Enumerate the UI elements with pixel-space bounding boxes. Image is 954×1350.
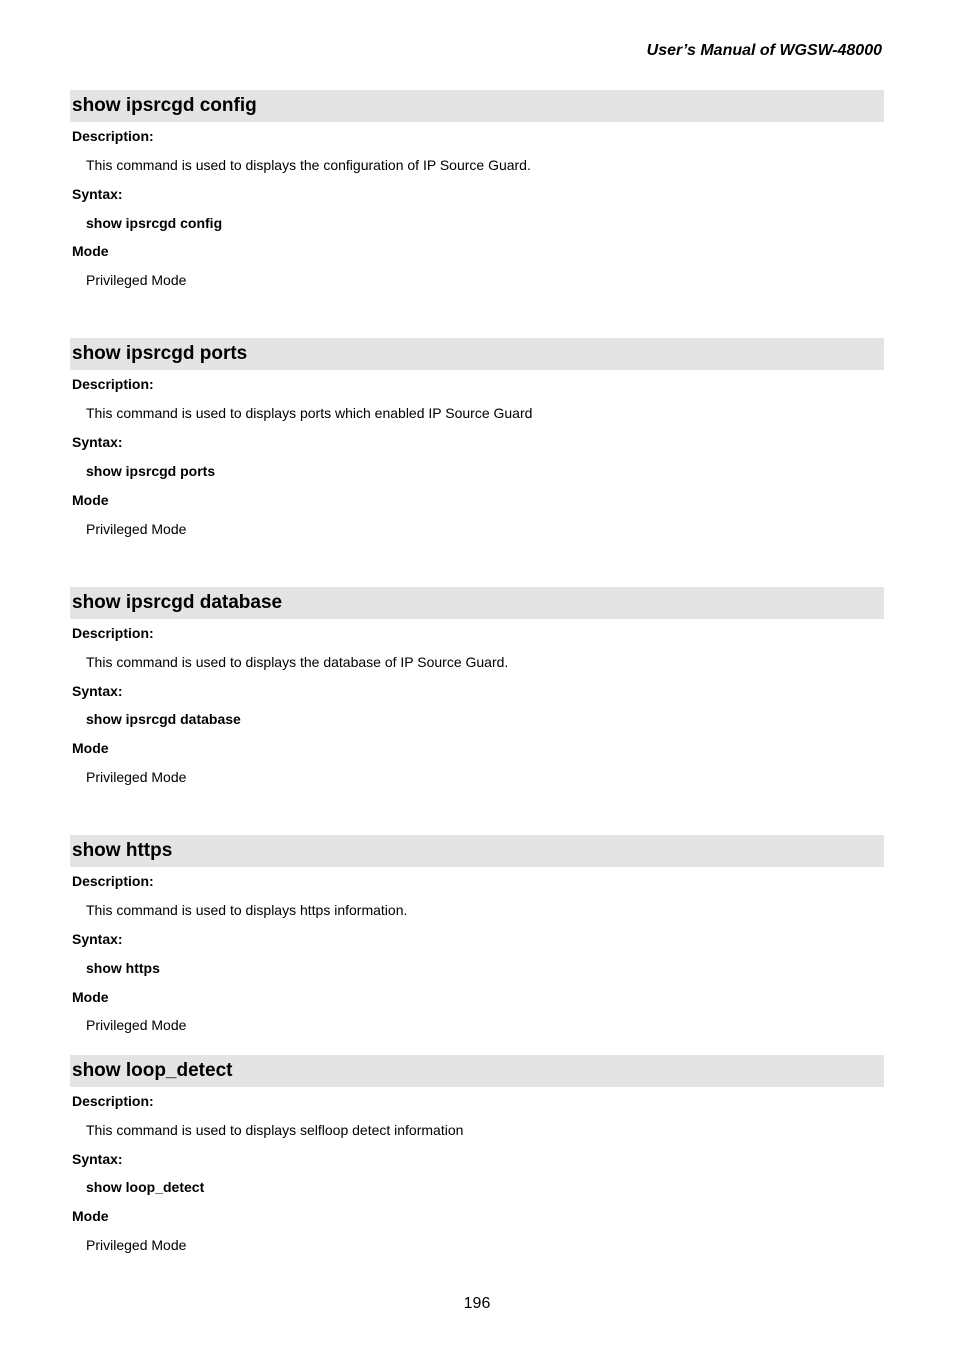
syntax-command: show ipsrcgd database bbox=[86, 711, 241, 727]
mode-label: Mode bbox=[72, 243, 109, 259]
description-label: Description: bbox=[72, 376, 154, 392]
mode-text: Privileged Mode bbox=[86, 1237, 187, 1253]
mode-label: Mode bbox=[72, 989, 109, 1005]
section-title: show https bbox=[70, 835, 884, 867]
mode-text: Privileged Mode bbox=[86, 521, 187, 537]
syntax-label: Syntax: bbox=[72, 434, 123, 450]
description-text: This command is used to displays the configuration of IP Source Guard. bbox=[86, 157, 531, 173]
description-text: This command is used to displays ports which enabled IP Source Guard bbox=[86, 405, 533, 421]
mode-text: Privileged Mode bbox=[86, 272, 187, 288]
description-text: This command is used to displays the database of IP Source Guard. bbox=[86, 654, 509, 670]
description-label: Description: bbox=[72, 128, 154, 144]
mode-label: Mode bbox=[72, 1208, 109, 1224]
syntax-command: show ipsrcgd config bbox=[86, 215, 223, 231]
syntax-label: Syntax: bbox=[72, 931, 123, 947]
page-number: 196 bbox=[463, 1295, 491, 1312]
description-label: Description: bbox=[72, 873, 154, 889]
syntax-command: show https bbox=[86, 960, 160, 976]
mode-label: Mode bbox=[72, 740, 109, 756]
syntax-label: Syntax: bbox=[72, 186, 123, 202]
description-text: This command is used to displays https information. bbox=[86, 902, 408, 918]
section-show-ipsrcgd-config bbox=[70, 90, 884, 288]
section-show-https bbox=[70, 835, 884, 1033]
page-header-title: User’s Manual of WGSW-48000 bbox=[646, 42, 882, 59]
section-show-loop-detect bbox=[70, 1055, 884, 1253]
section-title: show ipsrcgd database bbox=[70, 587, 884, 619]
section-title: show ipsrcgd config bbox=[70, 90, 884, 122]
section-show-ipsrcgd-ports bbox=[70, 338, 884, 537]
description-label: Description: bbox=[72, 625, 154, 641]
section-title: show loop_detect bbox=[70, 1055, 884, 1087]
section-show-ipsrcgd-database bbox=[70, 587, 884, 785]
description-label: Description: bbox=[72, 1093, 154, 1109]
mode-text: Privileged Mode bbox=[86, 769, 187, 785]
section-title: show ipsrcgd ports bbox=[70, 338, 884, 370]
description-text: This command is used to displays selfloop detect information bbox=[86, 1122, 464, 1138]
syntax-command: show ipsrcgd ports bbox=[86, 463, 216, 479]
syntax-command: show loop_detect bbox=[86, 1179, 205, 1195]
syntax-label: Syntax: bbox=[72, 1151, 123, 1167]
mode-label: Mode bbox=[72, 492, 109, 508]
mode-text: Privileged Mode bbox=[86, 1017, 187, 1033]
syntax-label: Syntax: bbox=[72, 683, 123, 699]
